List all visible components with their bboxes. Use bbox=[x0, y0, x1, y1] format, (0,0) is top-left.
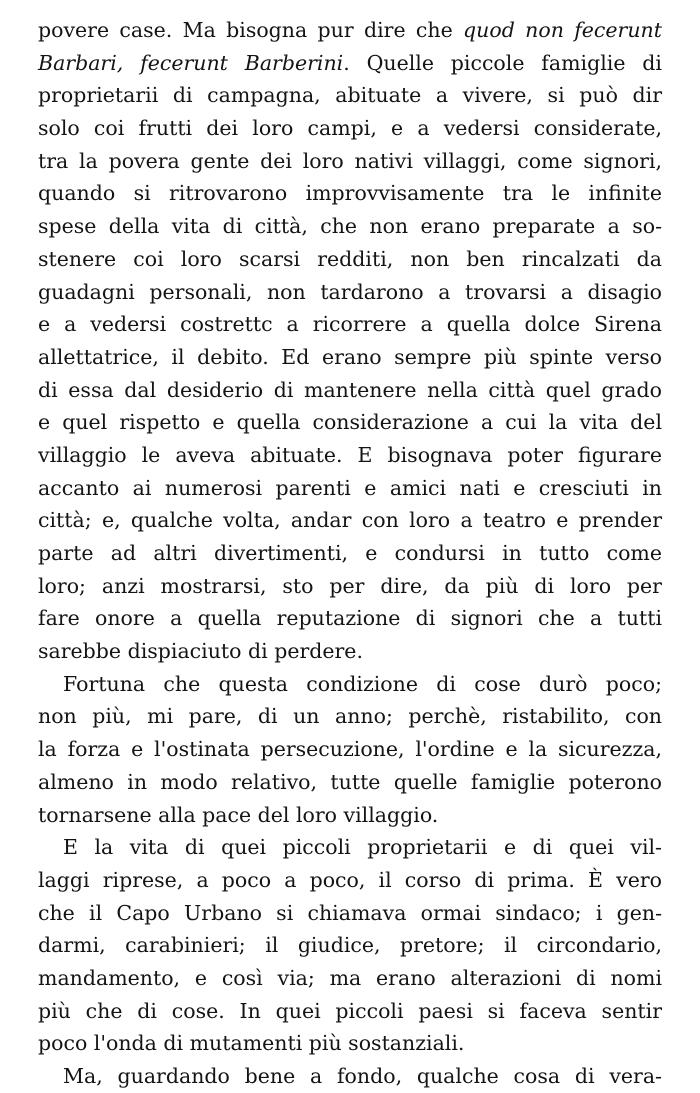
text-segment: . Quelle piccole famiglie di bbox=[343, 50, 662, 75]
text-line-2 bbox=[38, 47, 662, 80]
text-line-3: proprietarii di campagna, abituate a vivere, si può dir bbox=[38, 83, 662, 108]
text-line-25: tornarsene alla pace del loro villaggio. bbox=[38, 802, 439, 827]
text-line-9: guadagni personali, non tardarono a trovarsi a disagio bbox=[38, 279, 662, 304]
text-line-7: spese della vita di città, che non erano preparate a so- bbox=[38, 214, 662, 239]
text-line-12: di essa dal desiderio di mantenere nella città quel grado bbox=[38, 377, 662, 402]
text-segment: povere case. Ma bisogna pur dire che bbox=[38, 18, 464, 42]
text-line-22: non più, mi pare, di un anno; perchè, ristabilito, con bbox=[38, 704, 662, 729]
text-line-11: allettatrice, il debito. Ed erano sempre più spinte verso bbox=[38, 344, 662, 369]
text-line-20: sarebbe dispiaciuto di perdere. bbox=[38, 639, 363, 664]
text-line-8: stenere coi loro scarsi redditi, non ben rincalzati da bbox=[38, 246, 662, 271]
text-line-21: Fortuna che questa condizione di cose durò poco; bbox=[63, 671, 662, 696]
text-line-33: Ma, guardando bene a fondo, qualche cosa di vera- bbox=[63, 1064, 662, 1088]
text-line-28: che il Capo Urbano si chiamava ormai sindaco; i gen- bbox=[38, 900, 662, 925]
text-line-23: la forza e l'ostinata persecuzione, l'ordine e la sicurezza, bbox=[38, 737, 662, 762]
text-line-31: più che di cose. In quei piccoli paesi si faceva sentir bbox=[38, 998, 662, 1023]
text-line-27: laggi riprese, a poco a poco, il corso di prima. È vero bbox=[38, 867, 662, 892]
text-line-4: solo coi frutti dei loro campi, e a vedersi considerate, bbox=[38, 116, 662, 141]
text-line-14: villaggio le aveva abituate. E bisognava poter figurare bbox=[38, 442, 662, 467]
text-line-15: accanto ai numerosi parenti e amici nati e cresciuti in bbox=[38, 475, 662, 500]
text-line-1 bbox=[38, 14, 662, 47]
page-text bbox=[38, 14, 662, 1093]
text-line-6: quando si ritrovarono improvvisamente tra le infinite bbox=[38, 181, 662, 206]
text-line-17: parte ad altri divertimenti, e condursi in tutto come bbox=[38, 541, 662, 565]
text-line-32: poco l'onda di mutamenti più sostanziali. bbox=[38, 1031, 465, 1056]
text-line-19: fare onore a quella reputazione di signori che a tutti bbox=[38, 606, 662, 631]
text-line-10: e a vedersi costrettc a ricorrere a quella dolce Sirena bbox=[38, 312, 662, 337]
text-line-24: almeno in modo relativo, tutte quelle famiglie poterono bbox=[38, 769, 662, 794]
latin-quote: quod non fecerunt bbox=[463, 18, 662, 42]
text-line-18: loro; anzi mostrarsi, sto per dire, da più di loro per bbox=[38, 573, 662, 598]
text-line-13: e quel rispetto e quella considerazione a cui la vita del bbox=[38, 410, 662, 435]
text-line-16: città; e, qualche volta, andar con loro a teatro e prender bbox=[38, 508, 662, 533]
text-line-29: darmi, carabinieri; il giudice, pretore; il circondario, bbox=[38, 933, 662, 958]
text-line-26: E la vita di quei piccoli proprietarii e di quei vil- bbox=[63, 835, 662, 860]
latin-quote: Barbari, fecerunt Barberini bbox=[38, 50, 344, 75]
text-line-5: tra la povera gente dei loro nativi villaggi, come signori, bbox=[38, 148, 662, 173]
text-line-30: mandamento, e così via; ma erano alterazioni di nomi bbox=[38, 965, 662, 990]
